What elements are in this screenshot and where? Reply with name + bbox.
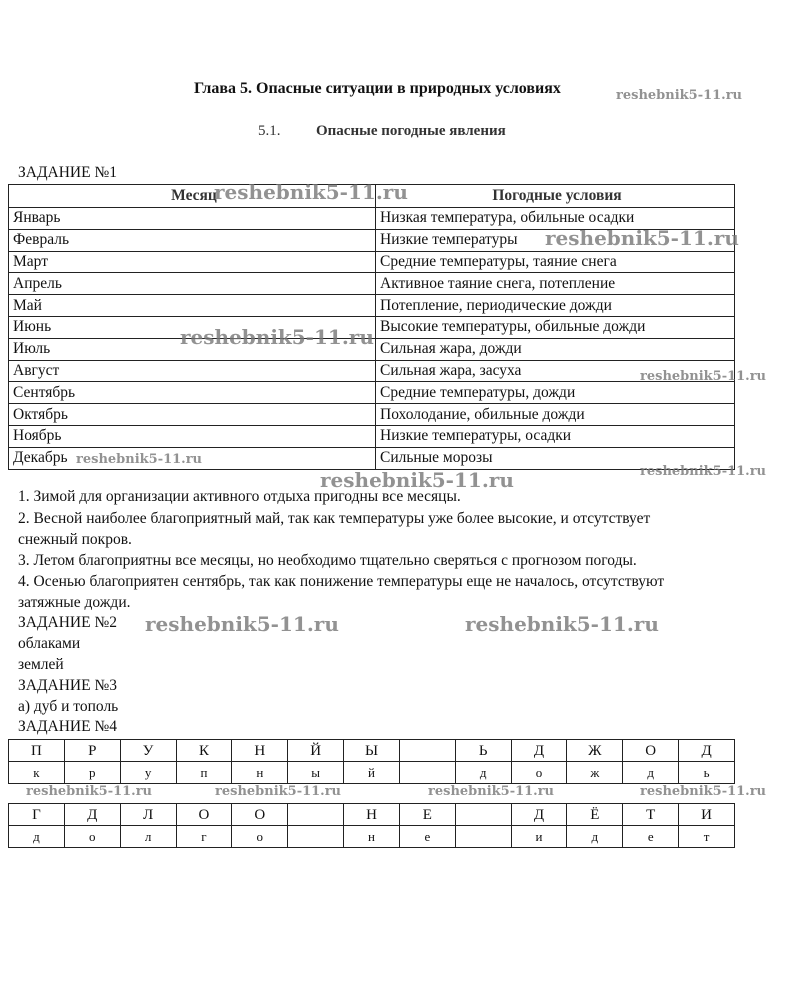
answer-line: 1. Зимой для организации активного отдыха пригодны все месяцы. <box>18 488 461 505</box>
weather-cell: Потепление, периодические дожди <box>376 295 735 317</box>
cipher-cell: ы <box>288 762 344 784</box>
watermark: reshebnik5-11.ru <box>26 784 153 799</box>
watermark: reshebnik5-11.ru <box>465 612 659 636</box>
cipher-cell: У <box>120 740 176 762</box>
watermark: reshebnik5-11.ru <box>215 784 342 799</box>
watermark: reshebnik5-11.ru <box>545 226 739 250</box>
cipher-cell: е <box>623 826 679 848</box>
watermark: reshebnik5-11.ru <box>640 784 767 799</box>
cipher-cell: Ы <box>344 740 400 762</box>
watermark: reshebnik5-11.ru <box>640 464 767 479</box>
cipher-cell: о <box>511 762 567 784</box>
weather-cell: Сильная жара, дожди <box>376 338 735 360</box>
cipher-cell <box>455 826 511 848</box>
month-cell: Март <box>9 251 376 273</box>
weather-cell: Низкая температура, обильные осадки <box>376 208 735 230</box>
cipher-cell: н <box>232 762 288 784</box>
task2-answer: облаками <box>18 635 81 652</box>
month-cell: Октябрь <box>9 404 376 426</box>
task4-label: ЗАДАНИЕ №4 <box>18 718 117 735</box>
month-cell: Июнь <box>9 316 376 338</box>
cipher-cell: Д <box>511 804 567 826</box>
month-cell: Май <box>9 295 376 317</box>
weather-cell: Похолодание, обильные дожди <box>376 404 735 426</box>
cipher-cell: и <box>511 826 567 848</box>
cipher-cell: К <box>176 740 232 762</box>
weather-cell: Сильная жара, засуха <box>376 360 735 382</box>
cipher-cell <box>399 740 455 762</box>
cipher-cell: д <box>9 826 65 848</box>
cipher-cell: о <box>64 826 120 848</box>
cipher-cell: д <box>623 762 679 784</box>
table-row <box>9 273 735 295</box>
answer-line: 2. Весной наиболее благоприятный май, так как температуры уже более высокие, и отсутствует <box>18 510 651 527</box>
column-header: Месяц <box>9 185 376 208</box>
cipher-table-1 <box>8 739 735 784</box>
month-cell: Июль <box>9 338 376 360</box>
month-cell: Апрель <box>9 273 376 295</box>
watermark: reshebnik5-11.ru <box>616 88 743 103</box>
cipher-cell: Р <box>64 740 120 762</box>
watermark: reshebnik5-11.ru <box>145 612 339 636</box>
cipher-cell: т <box>679 826 735 848</box>
weather-cell: Низкие температуры, осадки <box>376 425 735 447</box>
table-row <box>9 251 735 273</box>
cipher-cell: Й <box>288 740 344 762</box>
table-row <box>9 404 735 426</box>
month-cell: Ноябрь <box>9 425 376 447</box>
cipher-cell: у <box>120 762 176 784</box>
section-name: Опасные погодные явления <box>316 123 506 139</box>
month-cell: Февраль <box>9 229 376 251</box>
cipher-cell: Ж <box>567 740 623 762</box>
month-cell: Январь <box>9 208 376 230</box>
watermark: reshebnik5-11.ru <box>76 452 203 467</box>
table-row <box>9 425 735 447</box>
chapter-title: Глава 5. Опасные ситуации в природных условиях <box>194 80 561 97</box>
cipher-cell: н <box>344 826 400 848</box>
section-number: 5.1. <box>258 123 281 139</box>
cipher-cell <box>455 804 511 826</box>
cipher-cell: Л <box>120 804 176 826</box>
task1-label: ЗАДАНИЕ №1 <box>18 164 117 181</box>
cipher-cell: О <box>232 804 288 826</box>
answer-line: затяжные дожди. <box>18 594 131 611</box>
cipher-table-2 <box>8 803 735 848</box>
answer-line: снежный покров. <box>18 531 132 548</box>
cipher-cell: Е <box>399 804 455 826</box>
cipher-cell: к <box>9 762 65 784</box>
watermark: reshebnik5-11.ru <box>320 468 514 492</box>
cipher-cell: п <box>176 762 232 784</box>
watermark: reshebnik5-11.ru <box>214 180 408 204</box>
answer-line: 3. Летом благоприятны все месяцы, но необходимо тщательно сверяться с прогнозом погоды. <box>18 552 637 569</box>
answer-line: 4. Осенью благоприятен сентябрь, так как понижение температуры еще не началось, отсутствуют <box>18 573 665 590</box>
month-cell: Август <box>9 360 376 382</box>
watermark: reshebnik5-11.ru <box>640 369 767 384</box>
cipher-cell: л <box>120 826 176 848</box>
weather-cell: Сильные морозы <box>376 447 735 469</box>
weather-cell: Высокие температуры, обильные дожди <box>376 316 735 338</box>
section-title <box>258 123 506 140</box>
month-cell: Декабрь <box>9 447 376 469</box>
cipher-cell: е <box>399 826 455 848</box>
watermark: reshebnik5-11.ru <box>428 784 555 799</box>
task3-label: ЗАДАНИЕ №3 <box>18 677 117 694</box>
cipher-cell <box>399 762 455 784</box>
column-header: Погодные условия <box>376 185 735 208</box>
table-row <box>9 360 735 382</box>
cipher-cell: Д <box>679 740 735 762</box>
task2-answer: землей <box>18 656 64 673</box>
cipher-cell: р <box>64 762 120 784</box>
cipher-cell: й <box>344 762 400 784</box>
table-row <box>9 382 735 404</box>
cipher-cell: Д <box>511 740 567 762</box>
cipher-cell: г <box>176 826 232 848</box>
cipher-cell: Н <box>232 740 288 762</box>
task3-answer: а) дуб и тополь <box>18 698 119 715</box>
weather-cell: Средние температуры, таяние снега <box>376 251 735 273</box>
cipher-cell: Н <box>344 804 400 826</box>
cipher-cell <box>288 804 344 826</box>
weather-cell: Активное таяние снега, потепление <box>376 273 735 295</box>
cipher-cell: П <box>9 740 65 762</box>
cipher-cell: О <box>176 804 232 826</box>
table-row <box>9 295 735 317</box>
cipher-cell: Г <box>9 804 65 826</box>
cipher-cell: д <box>567 826 623 848</box>
weather-cell: Низкие температуры <box>376 229 735 251</box>
cipher-cell: о <box>232 826 288 848</box>
task2-label: ЗАДАНИЕ №2 <box>18 614 117 631</box>
cipher-cell: ж <box>567 762 623 784</box>
weather-cell: Средние температуры, дожди <box>376 382 735 404</box>
cipher-cell: Т <box>623 804 679 826</box>
cipher-cell: Д <box>64 804 120 826</box>
cipher-cell: ь <box>679 762 735 784</box>
cipher-cell: Ь <box>455 740 511 762</box>
cipher-cell: О <box>623 740 679 762</box>
watermark: reshebnik5-11.ru <box>180 325 374 349</box>
month-cell: Сентябрь <box>9 382 376 404</box>
cipher-cell: И <box>679 804 735 826</box>
cipher-cell: Ё <box>567 804 623 826</box>
cipher-cell: д <box>455 762 511 784</box>
cipher-cell <box>288 826 344 848</box>
